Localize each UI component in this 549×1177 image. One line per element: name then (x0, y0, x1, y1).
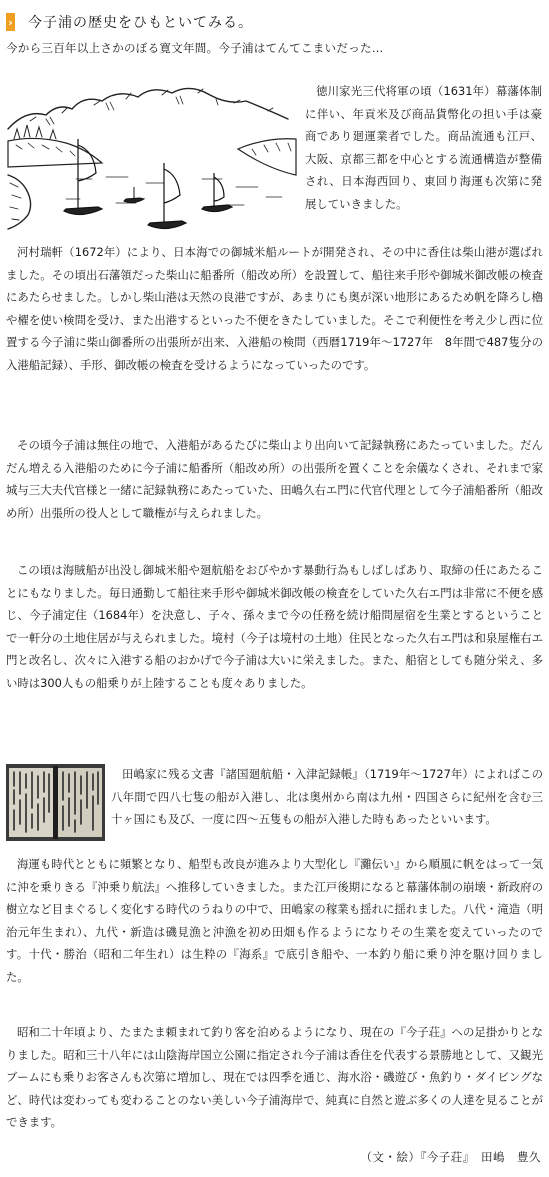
page-title: 今子浦の歴史をひもといてみる。 (28, 15, 253, 31)
author-credit: （文・絵）『今子荘』 田嶋 豊久 (360, 1150, 541, 1164)
record-book-image (6, 764, 105, 841)
paragraph-tokugawa: 徳川家光三代将軍の頃（1631年）幕藩体制に伴い、年貢米及び商品貨幣化の担い手は豪商であり廻運業者でした。商品流通も江戸、大阪、京都三都を中心とする流通構造が整備され、日本海西回り、東回り海運も次第に発展していきました。 (305, 84, 542, 211)
paragraph-bansho: その頃今子浦は無住の地で、入港船があるたびに柴山より出向いて記録執務にあたっていました。だんだん増える入港船のために今子浦に船番所（船改め所）の出張所を置くことを余儀なくされ、それまで家城与三大夫代官様と一緒に記録執務にあたっていた、田嶋久右エ門に代官代理として今子浦船番所（船改め所）出張所の役人として職権が与えられました。 (6, 438, 543, 520)
boats-illustration (6, 79, 297, 233)
paragraph-kaizoku: この頃は海賊船が出没し御城米船や廻航船をおびやかす暴動行為もしばしばあり、取締の任にあたることにもなりました。毎日通勤して船往来手形や御城米御改帳の検査をしていた久右エ門は非常に不便を感じ、今子浦定住（1684年）を決意し、子々、孫々まで今の任務を続け船問屋宿を生業とするということで一軒分の土地住居が与えられました。境村（今子は境村の土地）住民となった久右エ門は和泉屋権右エ門と改名し、次々に入港する船のおかげで今子浦は大いに栄えました。また、船宿としても随分栄え、多い時は300人もの船乗りが上陸することも度々ありました。 (6, 563, 543, 690)
paragraph-showa: 昭和二十年頃より、たまたま頼まれて釣り客を泊めるようになり、現在の『今子荘』への足掛かりとなりました。昭和三十八年には山陰海岸国立公園に指定され今子浦は香住を代表する景勝地として、又観光ブームにも乗りお客さんも次第に増加し、現在では四季を通じ、海水浴・磯遊び・魚釣り・ダイビングなど、時代は変わっても変わることのない美しい今子浦海岸で、純真に自然と遊ぶ多くの人達を見ることができます。 (6, 1025, 543, 1130)
chevron-right-icon: › (6, 13, 15, 31)
page-title-row (6, 11, 253, 33)
paragraph-kawamura: 河村瑞軒（1672年）により、日本海での御城米船ルートが開発され、その中に香住は柴山港が選ばれました。その頃出石藩領だった柴山に船番所（船改め所）を設置して、船往来手形や御城米御改帳の検査にあたらせました。しかし柴山港は天然の良港ですが、あまりにも奥が深い地形にあるため帆を降ろし櫓や櫂を使い検問を受け、また出港するといった不便をきたしていました。そこで利便性を考え少し西に位置する今子浦に柴山御番所の出張所が出来、入港船の検問（西暦1719年～1727年 8年間で487隻分の入港船記録）、手形、御改帳の検査を受けるようになっていったのです。 (6, 245, 544, 372)
paragraph-records: 田嶋家に残る文書『諸国廻航船・入津記録帳』（1719年～1727年）によればこの八年間で四八七隻の船が入港し、北は奥州から南は九州・四国さらに紀州を含む三十ヶ国にも及び、一度に四～五隻もの船が入港した時もあったといいます。 (111, 767, 543, 827)
paragraph-kaiun: 海運も時代とともに頻繁となり、船型も改良が進みより大型化し『灘伝い』から順風に帆をはって一気に沖を乗りきる『沖乗り航法』へ推移していきました。また江戸後期になると幕藩体制の崩壊・新政府の樹立など目まぐるしく変化する時代のうねりの中で、田嶋家の稼業も揺れに揺れました。八代・滝造（明治元年生まれ）、九代・新造は磯見漁と沖漁を初め田畑も作るようになりその生業を変えていったのです。十代・勝治（昭和二年生れ）は生粋の『海系』で底引き船や、一本釣り船に乗り沖を駆け回りました。 (6, 857, 543, 984)
page-subtitle: 今から三百年以上さかのぼる寛文年間。今子浦はてんてこまいだった… (6, 41, 384, 55)
